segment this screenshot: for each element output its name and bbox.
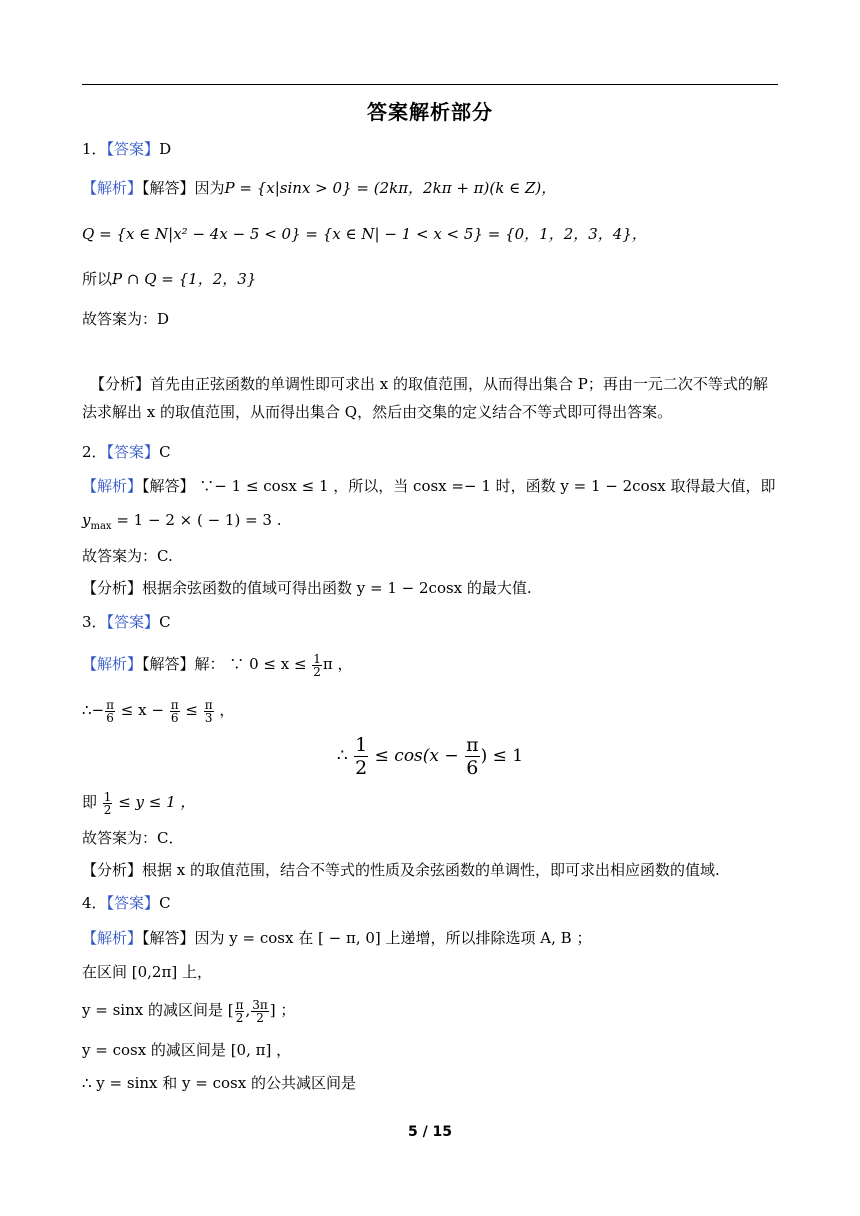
solution-tag: 【解答】: [142, 477, 195, 495]
q1-answer-line: [82, 139, 171, 159]
q3-conclusion: 故答案为：C．: [82, 829, 184, 847]
q2-answer-line: [82, 442, 171, 462]
analysis-tag: 【解析】: [82, 179, 143, 197]
analysis-tag: 【解析】: [82, 655, 143, 673]
q1-solution-line-2: Q = {x ∈ N|x² − 4x − 5 < 0} = {x ∈ N| − 1 < x < 5} = {0，1，2，3，4}，: [82, 225, 647, 243]
fraction: [170, 699, 180, 724]
q2-conclusion: 故答案为：C.: [82, 547, 173, 565]
denominator: 2: [355, 757, 368, 779]
fraction: [204, 699, 214, 724]
denominator: 2: [235, 1010, 244, 1025]
q3-text: ≤ y ≤ 1 ，: [113, 793, 196, 811]
q1-number: 1．: [82, 140, 107, 158]
q3-text: ∴: [336, 746, 354, 766]
numerator: π: [235, 997, 244, 1012]
q4-solution-line-2: 在区间 [0,2π] 上，: [82, 963, 212, 981]
q3-remark-text: 根据 x 的取值范围，结合不等式的性质及余弦函数的单调性，即可求出相应函数的值域.: [142, 861, 720, 879]
q3-solution-line-1: [82, 650, 353, 678]
q4-answer-line: [82, 893, 171, 913]
q2-number: 2．: [82, 443, 107, 461]
denominator: 2: [313, 664, 321, 679]
denominator: 2: [256, 1010, 264, 1025]
q3-answer: C: [159, 613, 171, 631]
numerator: 3π: [252, 997, 268, 1012]
q2-remark: [82, 578, 532, 598]
fraction: [312, 653, 322, 678]
fraction: [103, 791, 113, 816]
q3-text: ∴−: [82, 701, 105, 719]
q2-remark-text: 根据余弦函数的值域可得出函数 y = 1 − 2cosx 的最大值.: [142, 579, 532, 597]
analysis-tag: 【解析】: [82, 477, 143, 495]
q4-number: 4．: [82, 894, 107, 912]
q4-text: ,: [245, 1001, 251, 1019]
page-title: 答案解析部分: [367, 100, 493, 124]
q3-remark: [82, 860, 720, 880]
q3-number: 3．: [82, 613, 107, 631]
remark-tag: 【分析】: [90, 375, 151, 393]
fraction: [105, 699, 115, 724]
q3-display-equation: [0, 734, 860, 779]
q4-text: ] ；: [269, 1001, 296, 1019]
q1-math: P = {x|sinx > 0} = (2kπ，2kπ + π)(k ∈ Z)，: [224, 179, 557, 197]
analysis-tag: 【解析】: [82, 929, 143, 947]
q1-remark: [82, 370, 778, 426]
q3-text: ≤ x −: [116, 701, 169, 719]
answer-tag: 【答案】: [106, 443, 160, 461]
remark-tag: 【分析】: [82, 861, 143, 879]
solution-tag: 【解答】: [142, 929, 195, 947]
solution-tag: 【解答】: [142, 179, 195, 197]
q1-conclusion: 故答案为：D: [82, 310, 170, 328]
q2-sub: max: [90, 521, 112, 532]
q3-text: ) ≤ 1: [480, 746, 524, 766]
answer-tag: 【答案】: [106, 140, 160, 158]
header-rule: [82, 84, 778, 85]
numerator: π: [204, 697, 213, 712]
fraction: [251, 999, 269, 1024]
q1-solution-line-1: [82, 178, 556, 198]
q4-solution-line-1: [82, 928, 591, 948]
remark-tag: 【分析】: [82, 579, 143, 597]
q4-solution-line-5: ∴ y = sinx 和 y = cosx 的公共减区间是: [82, 1074, 356, 1092]
q4-text: 因为 y = cosx 在 [ − π, 0] 上递增，所以排除选项 A, B ；: [194, 929, 592, 947]
q3-text: π ，: [322, 655, 353, 673]
answer-tag: 【答案】: [106, 894, 160, 912]
solution-tag: 【解答】: [142, 655, 195, 673]
q2-y: y: [82, 511, 91, 529]
numerator: 1: [103, 789, 112, 804]
q3-text: ，: [214, 701, 235, 719]
numerator: 1: [313, 651, 321, 666]
q1-solution-line-3: [82, 269, 256, 289]
q3-solution-line-2: [82, 696, 234, 724]
denominator: 3: [204, 710, 213, 725]
fraction: [465, 734, 480, 779]
numerator: 1: [355, 734, 368, 756]
q4-text: y = sinx 的减区间是 [: [82, 1001, 234, 1019]
numerator: π: [466, 734, 479, 756]
denominator: 6: [106, 710, 114, 725]
q2-text: ∵− 1 ≤ cosx ≤ 1 ，所以，当 cosx =− 1 时，函数 y = 1 − 2cosx 取得最大值，即: [194, 477, 776, 495]
q2-text: = 1 − 2 × ( − 1) = 3 .: [111, 511, 282, 529]
denominator: 2: [103, 802, 112, 817]
q4-solution-line-4: y = cosx 的减区间是 [0, π] ，: [82, 1041, 292, 1059]
q1-math: P ∩ Q = {1，2，3}: [112, 270, 257, 288]
fraction: [354, 734, 368, 779]
q3-text: ≤: [180, 701, 203, 719]
numerator: π: [106, 697, 115, 712]
q2-answer: C: [159, 443, 171, 461]
q3-answer-line: [82, 612, 171, 632]
q1-text: 所以: [82, 270, 113, 288]
q4-solution-line-3: [82, 996, 295, 1024]
q2-solution-line-1: [82, 476, 776, 496]
q4-answer: C: [159, 894, 171, 912]
q2-solution-line-2: [82, 510, 282, 530]
answer-tag: 【答案】: [106, 613, 160, 631]
q3-text: ≤ cos(x −: [369, 746, 465, 766]
q3-text: 即: [82, 793, 102, 811]
fraction: [235, 999, 245, 1024]
q3-text: 解： ∵ 0 ≤ x ≤: [194, 655, 312, 673]
q1-answer: D: [159, 140, 172, 158]
q1-text: 因为: [194, 179, 225, 197]
q3-solution-line-4: [82, 788, 195, 816]
denominator: 6: [466, 757, 479, 779]
denominator: 6: [170, 710, 179, 725]
q1-remark-text: 首先由正弦函数的单调性即可求出 x 的取值范围，从而得出集合 P；再由一元二次不等式的解法求解出 x 的取值范围，从而得出集合 Q，然后由交集的定义结合不等式即可得出答案。: [82, 375, 768, 421]
page-number: 5 / 15: [407, 1124, 453, 1140]
numerator: π: [170, 697, 179, 712]
